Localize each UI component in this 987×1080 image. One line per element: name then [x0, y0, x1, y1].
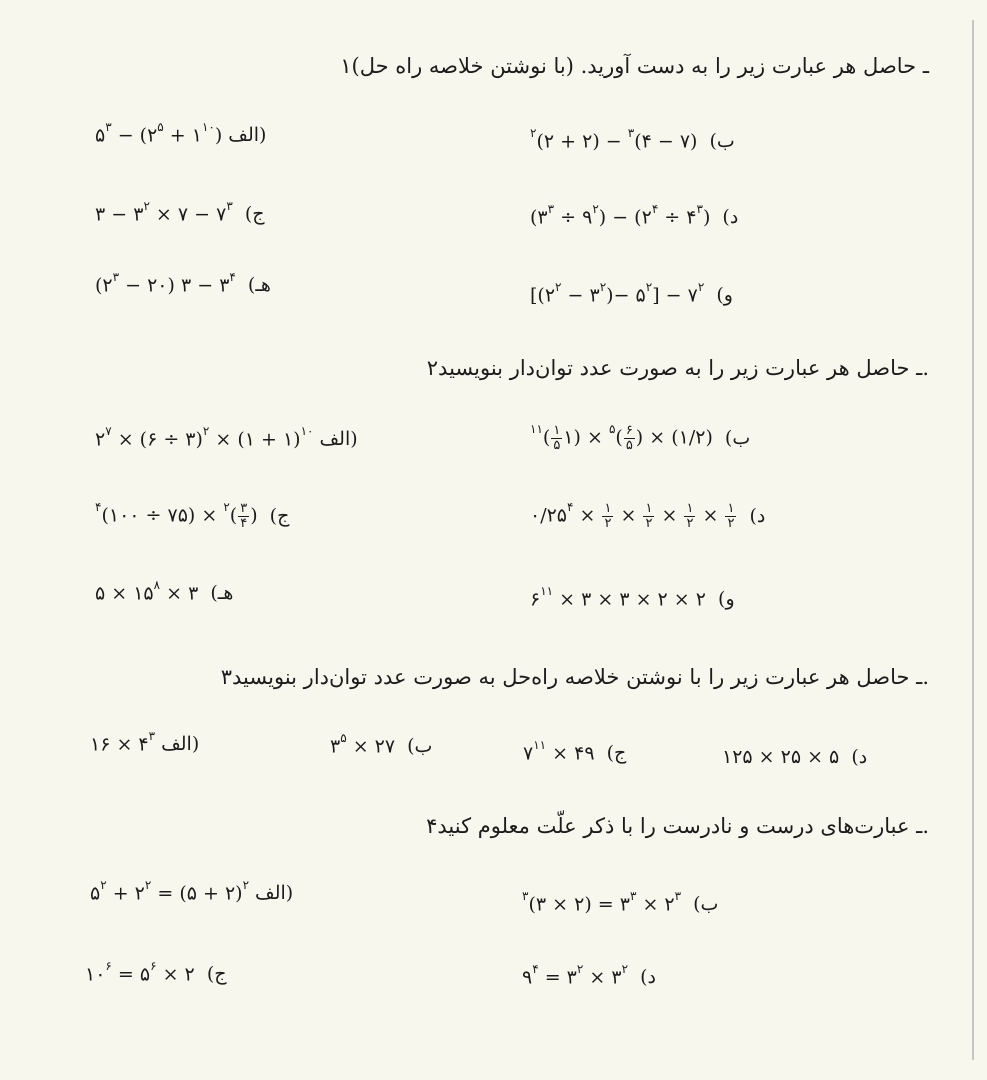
fraction: $\frac{۱}{۵}$: [553, 423, 561, 453]
fraction: $\frac{۱}{۲}$: [645, 501, 653, 531]
q4-item-dal: د) $۳^۲$ × $۳^۲$ = $۹^۴$: [522, 962, 656, 989]
q2-item-be: ب) (۱/۲) × ( $\frac{۶}{۵}$ )$^۵$ × (۱ $\frac{۱}{۵}$ )$^{۱۱}$: [530, 422, 751, 453]
q1-item-dal: د) ($۴^۳$ ÷ $۲^۴$) − ($۹^۲$ ÷ $۳^۳$): [530, 202, 739, 229]
fraction: $\frac{۳}{۴}$: [240, 501, 248, 531]
question-2-title: ۲ـ حاصل هر عبارت زیر را به صورت عدد توان‌دار بنویسید.: [426, 356, 929, 380]
q4-item-jim: ج) ۲ × $۵^۶$ = $۱۰^۶$: [85, 959, 227, 986]
fraction: $\frac{۱}{۲}$: [686, 501, 694, 531]
q3-item-alef: ۱۶ × $۴^۳$ الف): [90, 729, 200, 756]
q1-item-he: هـ) $۳^۴$ − ۳ (۲۰ − $۲^۳$): [95, 270, 271, 297]
q3-item-dal: د) ۵ × ۲۵ × ۱۲۵: [722, 746, 868, 768]
q3-item-be: ب) ۲۷ × $۳^۵$: [330, 731, 433, 758]
fraction: $\frac{۱}{۲}$: [727, 501, 735, 531]
q2-item-dal: د) $\frac{۱}{۲}$ × $\frac{۱}{۲}$ × $\frac{۱}{۲}$ × $\frac{۱}{۲}$ × $۰/۲۵^۴$: [530, 500, 766, 531]
fraction: $\frac{۶}{۵}$: [625, 423, 633, 453]
q2-item-alef: $۲^۷$ × (۶ ÷ ۳)$^۲$ × (۱ + ۱)$^{۱۰}$ الف): [95, 424, 358, 451]
question-3-title: ۳ـ حاصل هر عبارت زیر را با نوشتن خلاصه راه‌حل به صورت عدد توان‌دار بنویسید.: [220, 665, 929, 689]
q4-item-be: ب) $۲^۳$ × $۳^۳$ = (۲ × ۳)$^۳$: [522, 889, 719, 916]
fraction: $\frac{۱}{۲}$: [604, 501, 612, 531]
page-edge-line: [972, 20, 974, 1060]
q3-item-jim: ج) ۴۹ × $۷^{۱۱}$: [523, 738, 627, 765]
q1-item-vav: و) $۷^۲$ − [$۵^۲$ $-(۳^۲$ − $۲^۲$)]: [530, 280, 733, 307]
q1-item-jim: ج) $۷^۳$ − ۷ × $۳^۲$ − ۳: [95, 199, 265, 226]
q4-item-alef: $۵^۲$ + $۲^۲$ = (۵ + ۲)$^۲$ الف): [90, 878, 294, 905]
q2-item-he: هـ) ۳ × $۱۵^۸$ × ۵: [95, 578, 234, 605]
q2-item-jim: ج) ( $\frac{۳}{۴}$ )$^۲$ × (۷۵ ÷ ۱۰۰)$^۴$: [95, 500, 290, 531]
question-4-title: ۴ـ عبارت‌های درست و نادرست را با ذکر علّت معلوم کنید.: [426, 814, 929, 838]
q1-item-be: ب) (۷ − ۴)$^۳$ − (۲ + ۲)$^۲$: [530, 126, 735, 153]
q1-item-alef: $۵^۳$ − ($۲^۵$ + $۱^{۱۰}$) الف): [95, 120, 267, 147]
question-1-title: ۱ـ حاصل هر عبارت زیر را به دست آورید. (با نوشتن خلاصه راه حل): [340, 54, 929, 78]
q2-item-vav: و) ۲ × ۲ × ۳ × ۳ × $۶^{۱۱}$: [530, 584, 735, 611]
